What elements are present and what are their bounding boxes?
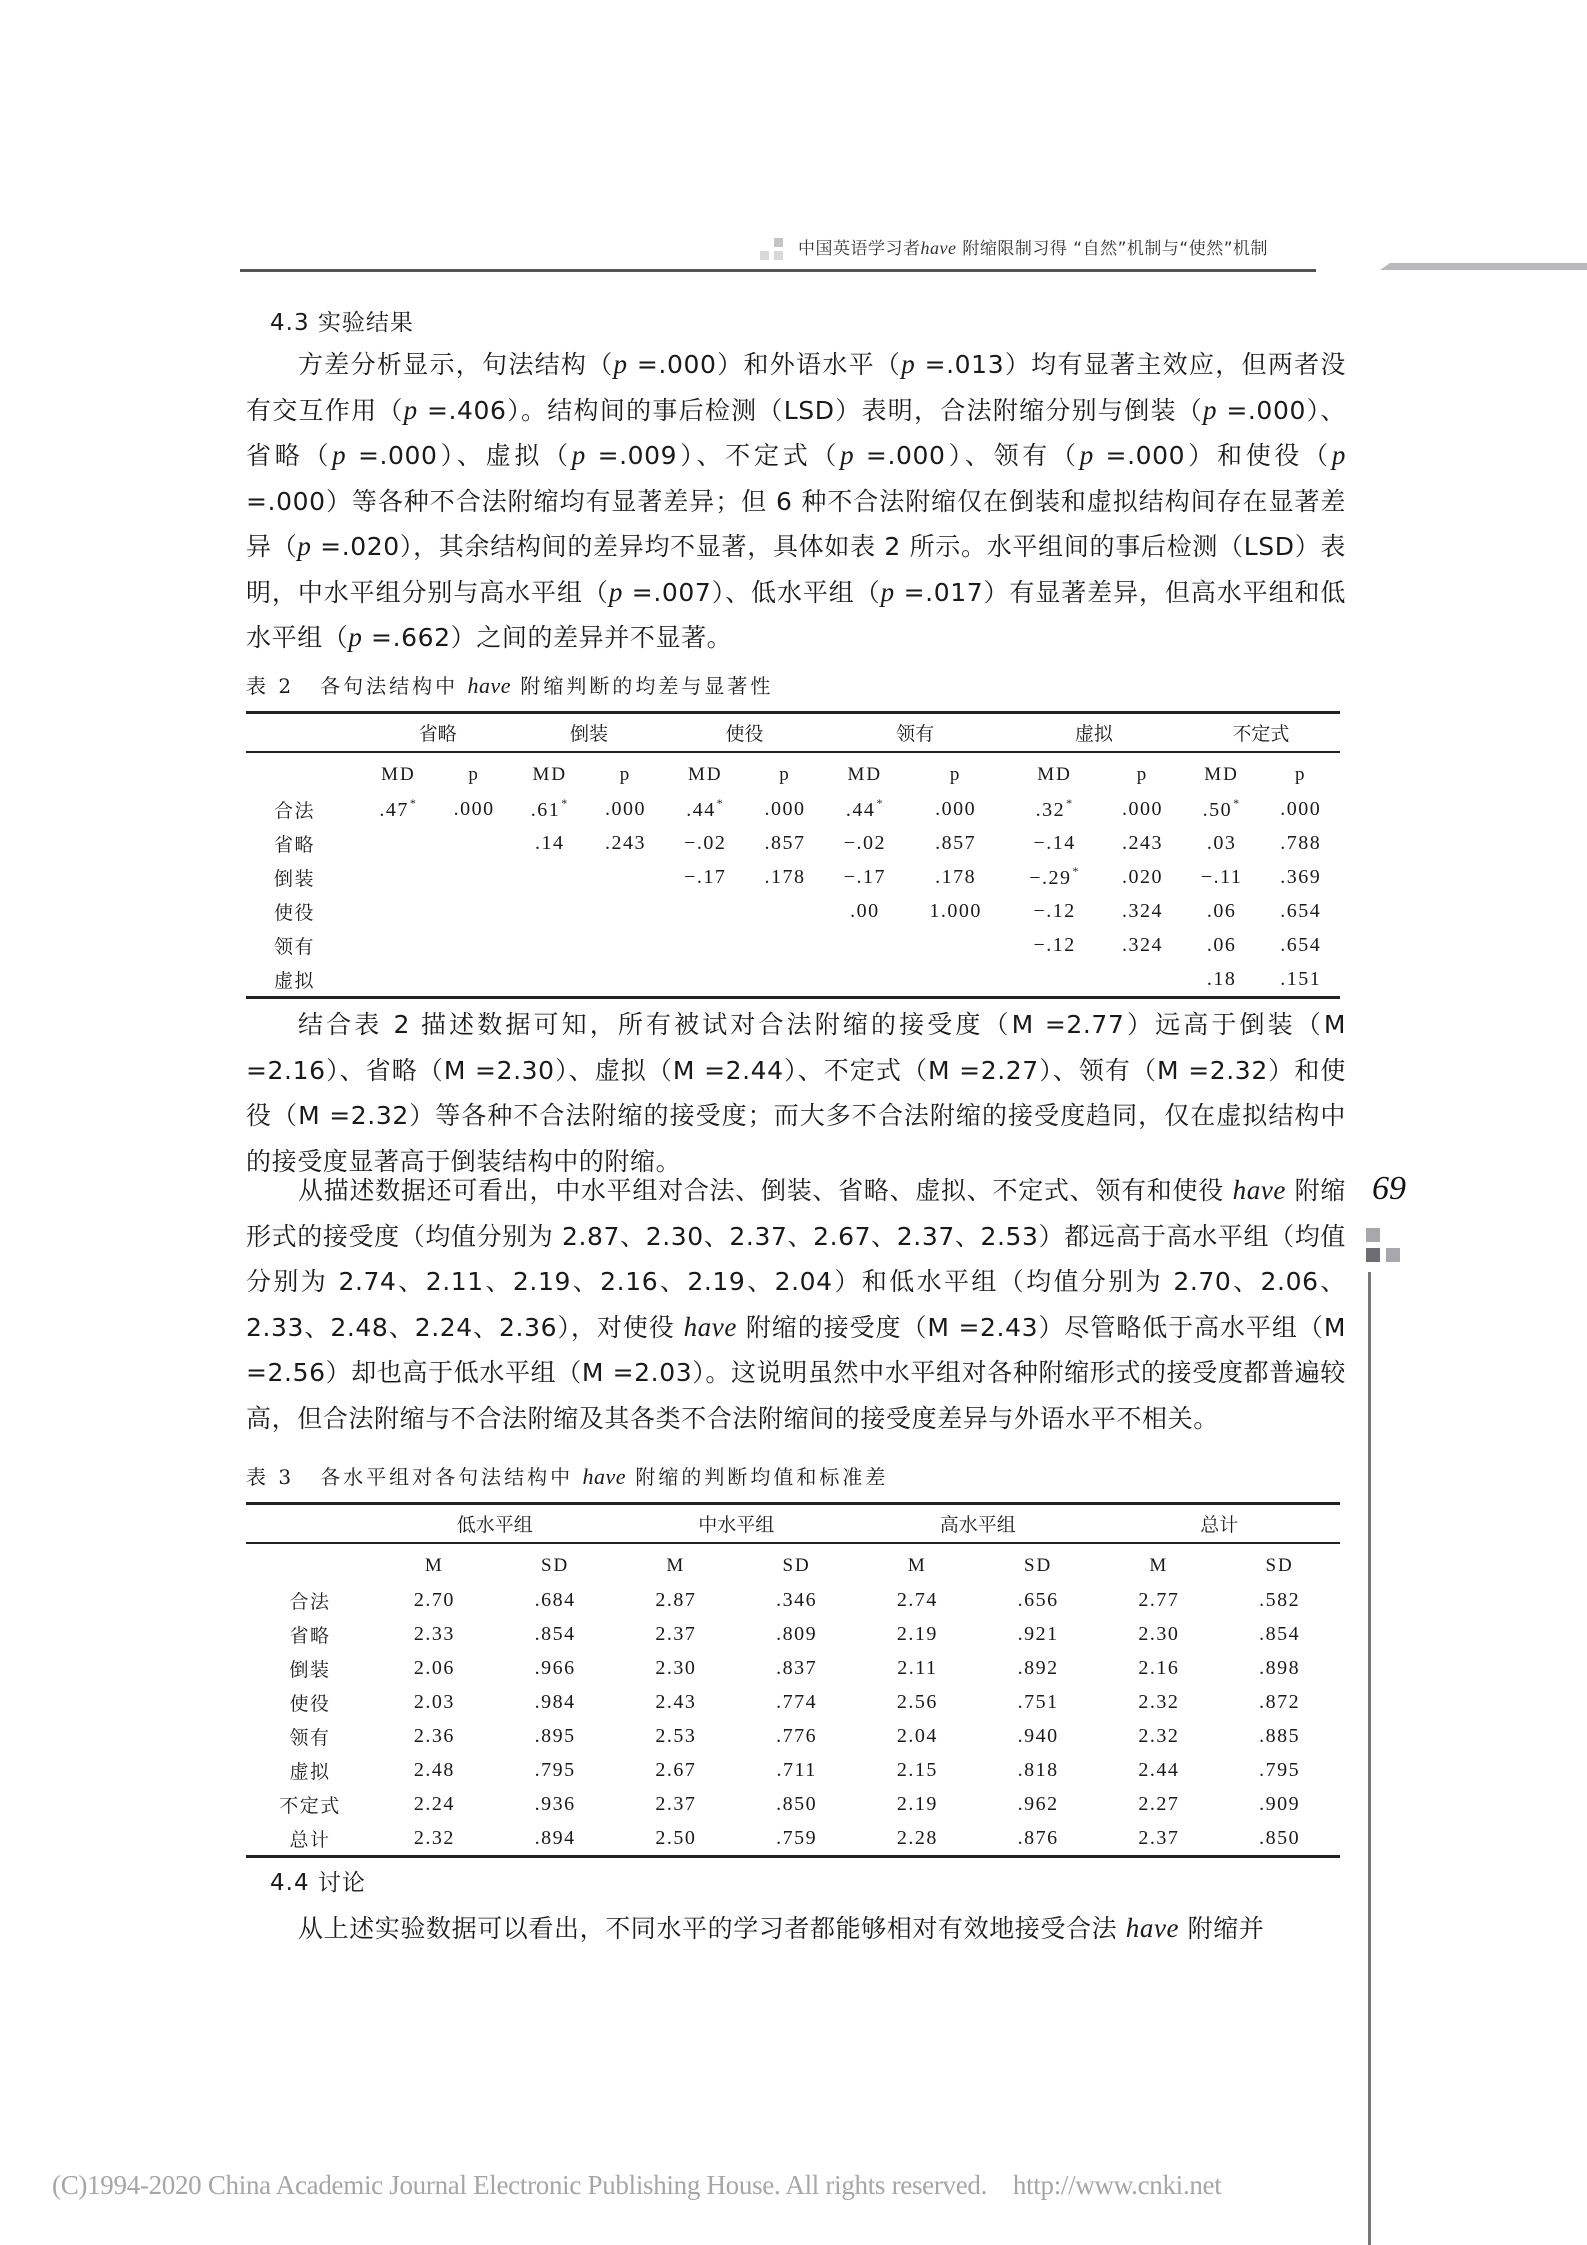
significance-marker: * [409,796,418,810]
table-cell [362,826,435,860]
caption-text: 附缩的判断均值和标准差 [625,1465,889,1489]
table-cell [435,860,514,894]
column-subheader: M [666,1554,686,1576]
row-label: 倒装 [274,867,316,890]
table-cell [1103,962,1182,998]
table2-corner [246,713,362,753]
column-group-header: 不定式 [1182,713,1340,753]
table-row [246,1583,1340,1617]
have-term: have [683,1311,737,1342]
table-cell: .61* [530,796,569,821]
table-row [246,1787,1340,1821]
table-cell: .18 [1182,962,1262,998]
table-cell: 2.37 [1099,1821,1220,1857]
table-cell: .795 [534,1758,576,1781]
column-group-header: 高水平组 [857,1504,1099,1544]
table-cell: .774 [776,1690,818,1713]
table-cell: .898 [1259,1656,1301,1679]
row-label: 使役 [274,901,316,924]
table-cell: 2.44 [1138,1758,1180,1781]
table-cell: .44* [845,796,884,821]
column-subheader: MD [1204,763,1239,785]
table-cell: .243 [1122,831,1164,854]
table-cell: .885 [1259,1724,1301,1747]
table-cell: .795 [1259,1758,1301,1781]
table-cell [362,962,435,998]
table3-group-header-row [246,1504,1340,1544]
table-cell: −.14 [1033,831,1076,854]
table-cell: 2.50 [616,1821,737,1857]
caption-text: 附缩判断的均差与显著性 [510,674,774,698]
table2-mean-differences [246,711,1340,999]
table-cell: .850 [1219,1821,1340,1857]
row-label: 虚拟 [289,1760,331,1783]
column-subheader: SD [540,1554,570,1576]
column-subheader: MD [847,763,883,785]
row-label: 领有 [274,935,316,958]
table-cell: 2.16 [1138,1656,1180,1679]
table-cell: .876 [978,1821,1099,1857]
significance-marker: * [1233,796,1241,810]
table-cell: .751 [1017,1690,1059,1713]
discussion-paragraph [246,1906,1346,1952]
table-cell: 2.77 [1138,1588,1180,1611]
p-value-symbol: p [403,394,418,425]
column-subheader: p [1294,763,1307,785]
table-cell: 2.87 [655,1588,697,1611]
table-cell: .984 [534,1690,576,1713]
row-label: 使役 [289,1692,331,1715]
p-value-symbol: p [1079,440,1094,470]
table-row [246,860,1340,894]
copyright-text: (C)1994-2020 China Academic Journal Electronic Publishing House. All rights reserved. [52,2170,988,2200]
copyright-footer [52,2170,1221,2201]
table-cell [586,962,665,998]
table-cell: .854 [534,1622,576,1645]
table2-caption-number: 表 2 [246,674,295,698]
table-cell: .03 [1206,831,1237,854]
table-cell: 2.32 [1138,1690,1180,1713]
table-cell: −.29* [1029,864,1080,889]
column-subheader: M [424,1554,444,1576]
column-group-header: 低水平组 [374,1504,616,1544]
table-cell: .872 [1259,1690,1301,1713]
table-cell [1006,962,1103,998]
table-cell [746,894,825,928]
table-cell: 2.03 [413,1690,455,1713]
table-cell: .818 [1017,1758,1059,1781]
significance-marker: * [1066,796,1074,810]
descriptive-paragraph: 结合表 2 描述数据可知，所有被试对合法附缩的接受度（M =2.77）远高于倒装（M =2.16）、省略（M =2.30）、虚拟（M =2.44）、不定式（M =2.27）、领有（M =2.32）和使役（M =2.32）等各种不合法附缩的接受度；而大多不合法附缩的接受度趋同，仅在虚拟结构中的接受度显著高于倒装结构中的附缩。 [246,1010,1346,1176]
table-cell [513,962,586,998]
row-label: 省略 [289,1624,331,1647]
column-subheader: p [779,763,791,785]
table-cell [824,962,905,998]
table-cell [362,928,435,962]
table-cell: .759 [736,1821,857,1857]
table-cell: .921 [1017,1622,1059,1645]
header-title-part: 附缩限制习得 “自然”机制与“使然”机制 [956,239,1269,259]
column-subheader: p [1136,763,1149,785]
table-cell: .346 [776,1588,818,1611]
column-subheader: M [907,1554,927,1576]
margin-vertical-rule [1368,1272,1371,2245]
table-cell: .892 [1017,1656,1059,1679]
table-cell: .857 [764,831,806,854]
table-cell: .850 [776,1792,818,1815]
table-cell: 2.19 [896,1622,938,1645]
table-row [246,1685,1340,1719]
table-cell: 2.30 [655,1656,697,1679]
table-cell: −.12 [1033,899,1076,922]
table-cell: 2.28 [857,1821,978,1857]
table-cell: .654 [1280,933,1322,956]
table-cell: 2.48 [413,1758,455,1781]
table-cell: 2.32 [374,1821,495,1857]
table-cell [905,928,1006,962]
table3-caption [246,1461,888,1490]
p-value-symbol: p [571,440,586,470]
table-cell: .243 [604,831,646,854]
caption-italic: have [467,673,511,698]
running-header-title [798,234,1268,259]
have-term: have [1232,1175,1287,1205]
table-cell [905,962,1006,998]
discussion-text: 附缩并 [1179,1914,1265,1943]
table-row [246,826,1340,860]
table-cell: .000 [453,797,495,820]
column-subheader: M [1149,1554,1169,1576]
table-cell: 2.27 [1138,1792,1180,1815]
p-value-symbol: p [1203,394,1218,425]
column-group-header: 倒装 [513,713,664,753]
table-cell: 2.37 [655,1792,697,1815]
table-cell: .020 [1122,865,1164,888]
table3-means-sd [246,1502,1340,1858]
section-heading-4-3: 4.3 实验结果 [270,310,414,336]
header-accent-bar [1380,263,1587,270]
table-cell: 2.37 [655,1622,697,1645]
table-cell [435,826,514,860]
table-cell [665,928,746,962]
p-value-symbol: p [901,349,916,379]
table-cell: 2.36 [413,1724,455,1747]
table-cell: .151 [1261,962,1340,998]
table-cell: .809 [776,1622,818,1645]
table-cell: 2.06 [413,1656,455,1679]
table2-caption [246,670,773,699]
table-cell: 2.15 [896,1758,938,1781]
table-cell: .47* [379,796,418,821]
column-group-header: 虚拟 [1006,713,1182,753]
table3-corner [246,1543,374,1583]
table-cell: .909 [1259,1792,1301,1815]
table-cell: 2.74 [896,1588,938,1611]
table2-corner [246,752,362,792]
p-value-symbol: p [348,622,363,652]
row-label: 领有 [289,1726,331,1749]
header-decoration-squares [760,238,784,262]
row-label: 总计 [246,1821,374,1857]
row-label: 合法 [274,799,316,822]
table-cell [586,928,665,962]
table-cell [746,928,825,962]
table-cell: 2.43 [655,1690,697,1713]
table-row [246,1753,1340,1787]
significance-marker: * [1072,864,1080,878]
row-label: 倒装 [289,1658,331,1681]
table-cell: 2.33 [413,1622,455,1645]
page-number: 69 [1372,1170,1406,1207]
table-cell: .369 [1280,865,1322,888]
table-cell: .000 [1122,797,1164,820]
p-value-symbol: p [1331,440,1346,470]
table-cell: .000 [604,797,646,820]
table-cell: .44* [686,796,725,821]
table-cell: .895 [534,1724,576,1747]
table-cell: 2.19 [896,1792,938,1815]
table-cell: .582 [1259,1588,1301,1611]
caption-italic: have [582,1464,626,1489]
table-cell: 1.000 [929,899,982,922]
results-paragraph: 方差分析显示，句法结构（p =.000）和外语水平（p =.013）均有显著主效应，但两者没有交互作用（p =.406）。结构间的事后检测（LSD）表明，合法附缩分别与倒装（p =.000）、省略（p =.000）、虚拟（p =.009）、不定式（p =.000）、领有（p =.000）和使役（p =.000）等各种不合法附缩均有显著差异；但 6 种不合法附缩仅在倒装和虚拟结构间存在显著差异（p =.020），其余结构间的差异均不显著，具体如表 2 所示。水平组间的事后检测（LSD）表明，中水平组分别与高水平组（p =.007）、低水平组（p =.017）有显著差异，但高水平组和低水平组（p =.662）之间的差异并不显著。 [246,349,1347,652]
table-cell [586,860,665,894]
table-cell [586,894,665,928]
p-value-symbol: p [613,349,628,379]
table-cell [665,962,746,998]
table-cell: .711 [776,1758,817,1781]
caption-text: 各句法结构中 [320,674,468,698]
table-cell: .50* [1202,796,1241,821]
column-subheader: MD [1037,763,1072,785]
table-cell: −.02 [684,831,727,854]
table-cell: .837 [776,1656,818,1679]
table-row [246,1617,1340,1651]
table-cell [435,894,514,928]
p-value-symbol: p [840,440,855,470]
table-cell [665,894,746,928]
caption-text: 各水平组对各句法结构中 [320,1465,583,1489]
table-cell: .776 [776,1724,818,1747]
table-cell [362,894,435,928]
table2-subheader-row [246,752,1340,792]
table-cell: −.02 [843,831,886,854]
table-cell: .854 [1259,1622,1301,1645]
table-cell: 2.24 [413,1792,455,1815]
discussion-text: 从上述实验数据可以看出，不同水平的学习者都能够相对有效地接受合法 [298,1914,1126,1943]
table-cell: .06 [1206,933,1237,956]
table-cell [435,962,514,998]
column-subheader: p [468,763,480,785]
column-subheader: p [619,763,632,785]
table-cell: .178 [764,865,806,888]
header-title-italic: have [920,238,957,258]
table-cell [513,894,586,928]
table-cell: −.17 [684,865,727,888]
table-cell: .000 [1280,797,1322,820]
table-cell: .656 [1017,1588,1059,1611]
discussion-italic: have [1125,1913,1180,1943]
header-title-part: 中国英语学习者 [798,239,921,259]
table-row [246,792,1340,826]
table-cell [435,928,514,962]
table3-subheader-row [246,1543,1340,1583]
section-heading-4-4: 4.4 讨论 [270,1870,366,1896]
table-cell: .14 [535,831,565,854]
table3-corner [246,1504,374,1544]
table-cell [362,860,435,894]
table-row [246,928,1340,962]
table-cell: −.17 [843,865,886,888]
table2-group-header-row [246,713,1340,753]
p-value-symbol: p [297,531,312,561]
table-cell [746,962,825,998]
row-label: 虚拟 [246,962,362,998]
table-cell [513,928,586,962]
table-cell: 2.70 [413,1588,455,1611]
table-cell: .788 [1280,831,1322,854]
p-value-symbol: p [608,576,623,607]
p-value-symbol: p [332,440,347,470]
column-subheader: p [949,763,962,785]
table-cell: .324 [1122,933,1164,956]
column-group-header: 领有 [824,713,1006,753]
table-cell: −.11 [1200,865,1243,888]
table-row [246,962,1340,998]
table-cell: .000 [764,797,806,820]
column-subheader: MD [381,763,416,785]
table-cell [824,928,905,962]
table-cell: .00 [850,899,880,922]
table-cell: .178 [935,865,977,888]
table-cell: .894 [495,1821,616,1857]
table-cell: .857 [935,831,977,854]
cnki-url[interactable]: http://www.cnki.net [1012,2170,1222,2200]
table-cell: 2.30 [1138,1622,1180,1645]
row-label: 合法 [289,1590,331,1613]
table-cell [513,860,586,894]
table-cell: 2.56 [896,1690,938,1713]
column-subheader: SD [782,1554,811,1576]
table-cell: 2.32 [1138,1724,1180,1747]
column-subheader: MD [687,763,723,785]
header-rule [240,269,1316,272]
table-cell: .684 [534,1588,576,1611]
column-group-header: 省略 [362,713,513,753]
row-label: 省略 [274,833,316,856]
column-subheader: SD [1023,1554,1053,1576]
table-row [246,894,1340,928]
table-cell: .966 [534,1656,576,1679]
significance-marker: * [561,796,569,810]
significance-marker: * [716,796,725,810]
table-cell: .000 [935,797,977,820]
table-row [246,1719,1340,1753]
table-cell: .324 [1122,899,1164,922]
table-row [246,1651,1340,1685]
column-group-header: 使役 [665,713,825,753]
significance-marker: * [876,796,884,810]
table-cell: 2.53 [655,1724,697,1747]
table-row [246,1821,1340,1857]
table3-caption-number: 表 3 [246,1465,295,1489]
table-cell: 2.11 [897,1656,938,1679]
column-group-header: 总计 [1099,1504,1341,1544]
table-cell: .962 [1017,1792,1059,1815]
table-cell: 2.04 [896,1724,938,1747]
table-cell: .32* [1035,796,1074,821]
table-cell: .936 [534,1792,576,1815]
column-group-header: 中水平组 [616,1504,858,1544]
level-group-paragraph: 从描述数据还可看出，中水平组对合法、倒装、省略、虚拟、不定式、领有和使役 have 附缩形式的接受度（均值分别为 2.87、2.30、2.37、2.67、2.37、2.53）都远高于高水平组（均值分别为 2.74、2.11、2.19、2.16、2.19、2.04）和低水平组（均值分别为 2.70、2.06、2.33、2.48、2.24、2.36），对使役 have 附缩的接受度（M =2.43）尽管略低于高水平组（M =2.56）却也高于低水平组（M =2.03）。这说明虽然中水平组对各种附缩形式的接受度都普遍较高，但合法附缩与不合法附缩及其各类不合法附缩间的接受度差异与外语水平不相关。 [246,1175,1347,1433]
table-cell: −.12 [1033,933,1076,956]
p-value-symbol: p [880,576,895,607]
table-cell: .654 [1280,899,1322,922]
table-cell: .06 [1206,899,1237,922]
row-label: 不定式 [279,1794,341,1817]
column-subheader: SD [1265,1554,1294,1576]
table-cell: .940 [1017,1724,1059,1747]
column-subheader: MD [532,763,568,785]
table-cell: 2.67 [655,1758,697,1781]
